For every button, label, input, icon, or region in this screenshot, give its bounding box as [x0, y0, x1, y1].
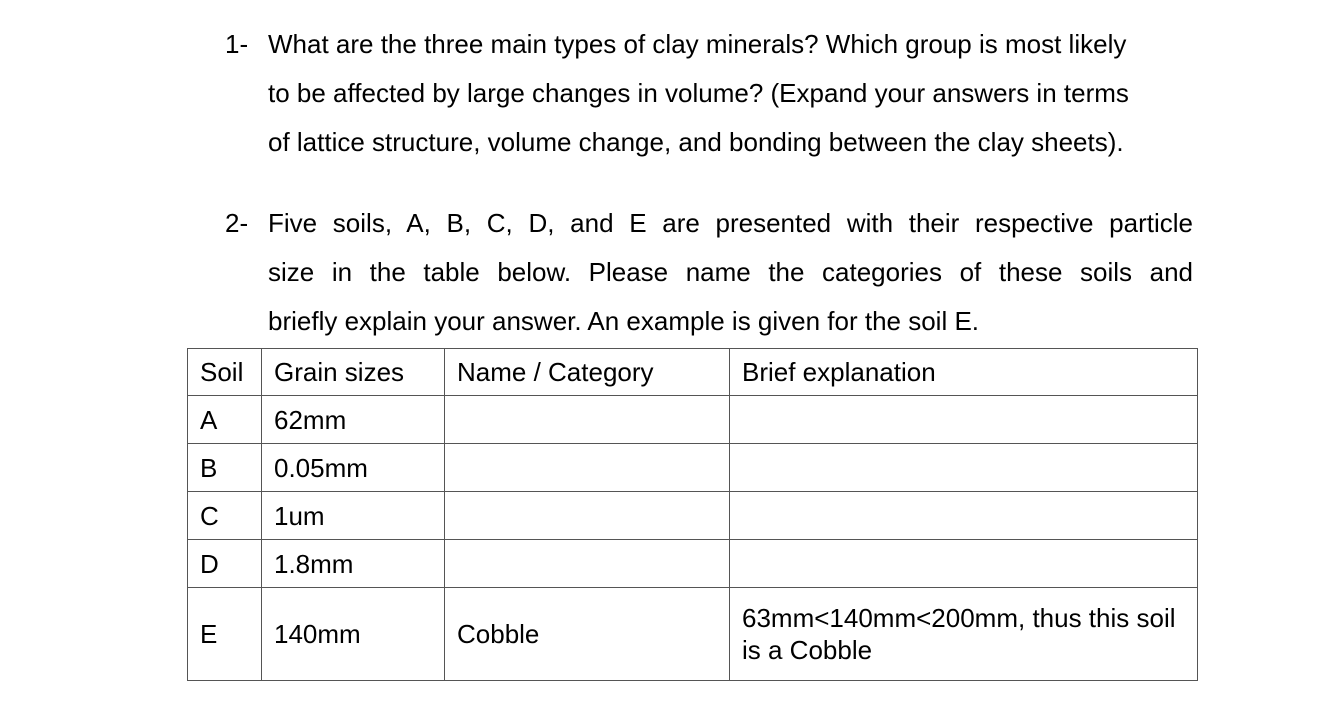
cell-grain-size: 62mm — [262, 396, 445, 444]
cell-name-category[interactable] — [445, 540, 730, 588]
table-row — [188, 444, 1198, 492]
cell-soil: D — [188, 540, 262, 588]
cell-name-category[interactable] — [445, 396, 730, 444]
question-line: Five soils, A, B, C, D, and E are presented with their respective particle — [268, 208, 1193, 238]
cell-explanation[interactable] — [730, 444, 1198, 492]
cell-explanation[interactable] — [730, 492, 1198, 540]
question-line: of lattice structure, volume change, and bonding between the clay sheets). — [268, 127, 1124, 157]
question-number: 1- — [225, 29, 249, 59]
soil-table — [187, 348, 1198, 681]
cell-name-category[interactable] — [445, 444, 730, 492]
header-brief-explanation: Brief explanation — [730, 349, 1198, 396]
table-row — [188, 588, 1198, 681]
question-line: size in the table below. Please name the categories of these soils and — [268, 257, 1193, 287]
cell-soil: B — [188, 444, 262, 492]
cell-grain-size: 140mm — [262, 588, 445, 681]
question-line: What are the three main types of clay minerals? Which group is most likely — [268, 29, 1127, 59]
question-line: briefly explain your answer. An example is given for the soil E. — [268, 306, 980, 336]
question-number: 2- — [225, 208, 249, 238]
cell-name-category[interactable]: Cobble — [445, 588, 730, 681]
question-1 — [225, 20, 1193, 167]
cell-explanation[interactable]: 63mm<140mm<200mm, thus this soil is a Cobble — [730, 588, 1198, 681]
question-text — [268, 199, 1193, 346]
question-line: to be affected by large changes in volume? (Expand your answers in terms — [268, 78, 1129, 108]
cell-soil: A — [188, 396, 262, 444]
question-2 — [225, 199, 1193, 346]
table-row — [188, 396, 1198, 444]
cell-name-category[interactable] — [445, 492, 730, 540]
table-header-row — [188, 349, 1198, 396]
cell-explanation[interactable] — [730, 540, 1198, 588]
cell-grain-size: 1um — [262, 492, 445, 540]
header-name-category: Name / Category — [445, 349, 730, 396]
header-soil: Soil — [188, 349, 262, 396]
cell-soil: E — [188, 588, 262, 681]
cell-grain-size: 0.05mm — [262, 444, 445, 492]
table-row — [188, 540, 1198, 588]
question-text — [268, 20, 1193, 167]
table-row — [188, 492, 1198, 540]
cell-explanation[interactable] — [730, 396, 1198, 444]
cell-soil: C — [188, 492, 262, 540]
cell-grain-size: 1.8mm — [262, 540, 445, 588]
header-grain-sizes: Grain sizes — [262, 349, 445, 396]
